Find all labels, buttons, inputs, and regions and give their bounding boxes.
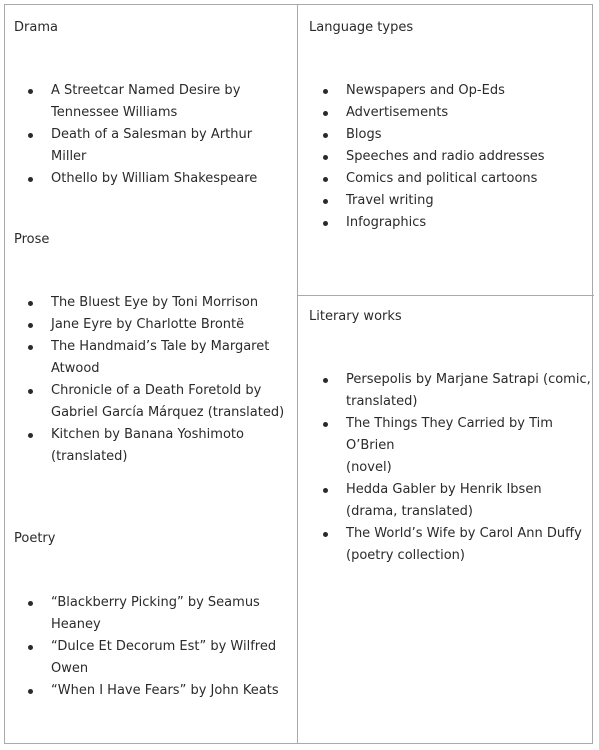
list-item [51,124,291,168]
drama-heading: Drama [14,20,58,35]
list-item [51,592,291,636]
prose-heading: Prose [14,232,50,247]
bullet-icon [28,689,33,694]
list-item-text: Chronicle of a Death Foretold by [51,383,262,398]
drama-list [51,80,291,190]
bullet-icon [28,389,33,394]
bullet-icon [323,221,328,226]
list-item-text: (translated) [51,449,128,464]
column-divider [297,5,298,743]
list-item-text: “Blackberry Picking” by Seamus [51,595,260,610]
list-item-text: Owen [51,661,89,676]
list-item [51,380,291,424]
list-item [51,292,291,314]
poetry-heading: Poetry [14,531,56,546]
list-item [51,636,291,680]
list-item [346,80,592,102]
bullet-icon [28,645,33,650]
list-item-text: Advertisements [346,105,449,120]
bullet-icon [323,133,328,138]
bullet-icon [323,422,328,427]
list-item-text: (drama, translated) [346,504,473,519]
list-item [346,479,592,523]
bullet-icon [28,323,33,328]
bullet-icon [28,177,33,182]
bullet-icon [323,177,328,182]
bullet-icon [323,532,328,537]
list-item-text: Infographics [346,215,427,230]
bullet-icon [323,199,328,204]
list-item [346,190,592,212]
list-item [346,212,592,234]
list-item [51,168,291,190]
list-item [51,424,291,468]
literary-works-heading: Literary works [309,309,402,324]
bullet-icon [323,111,328,116]
list-item [51,680,291,702]
list-item-text: “Dulce Et Decorum Est” by Wilfred [51,639,277,654]
list-item [51,80,291,124]
list-item [346,124,592,146]
list-item-text: Travel writing [346,193,434,208]
bullet-icon [28,433,33,438]
bullet-icon [28,301,33,306]
list-item-text: Kitchen by Banana Yoshimoto [51,427,244,442]
list-item-text: Hedda Gabler by Henrik Ibsen [346,482,542,497]
list-item [346,102,592,124]
list-item-text: The Things They Carried by Tim O’Brien [346,416,553,453]
bullet-icon [323,378,328,383]
list-item-text: The Bluest Eye by Toni Morrison [51,295,259,310]
list-item [51,314,291,336]
bullet-icon [323,155,328,160]
list-item-text: Jane Eyre by Charlotte Brontë [51,317,245,332]
language-types-heading: Language types [309,20,414,35]
list-item-text: (poetry collection) [346,548,465,563]
list-item-text: Speeches and radio addresses [346,149,545,164]
bullet-icon [28,133,33,138]
list-item-text: Othello by William Shakespeare [51,171,258,186]
list-item-text: The World’s Wife by Carol Ann Duffy [346,526,582,541]
list-item-text: translated) [346,394,418,409]
list-item-text: (novel) [346,460,392,475]
list-item-text: Death of a Salesman by Arthur Miller [51,127,253,164]
list-item-text: Heaney [51,617,101,632]
list-item-text: Comics and political cartoons [346,171,538,186]
prose-list [51,292,291,468]
list-item-text: A Streetcar Named Desire by [51,83,241,98]
list-item [346,168,592,190]
list-item-text: The Handmaid’s Tale by Margaret [51,339,270,354]
list-item [346,523,592,567]
list-item-text: Gabriel García Márquez (translated) [51,405,285,420]
bullet-icon [323,488,328,493]
list-item [51,336,291,380]
bullet-icon [28,345,33,350]
poetry-list [51,592,291,702]
list-item [346,413,592,479]
bullet-icon [28,89,33,94]
list-item-text: Blogs [346,127,382,142]
list-item-text: Newspapers and Op-Eds [346,83,505,98]
list-item-text: Tennessee Williams [51,105,178,120]
list-item-text: Atwood [51,361,100,376]
list-item-text: “When I Have Fears” by John Keats [51,683,279,698]
literary-works-list [346,369,592,567]
bullet-icon [323,89,328,94]
language-types-list [346,80,592,234]
row-divider [297,295,594,296]
list-item [346,146,592,168]
list-item [346,369,592,413]
bullet-icon [28,601,33,606]
list-item-text: Persepolis by Marjane Satrapi (comic, [346,372,591,387]
